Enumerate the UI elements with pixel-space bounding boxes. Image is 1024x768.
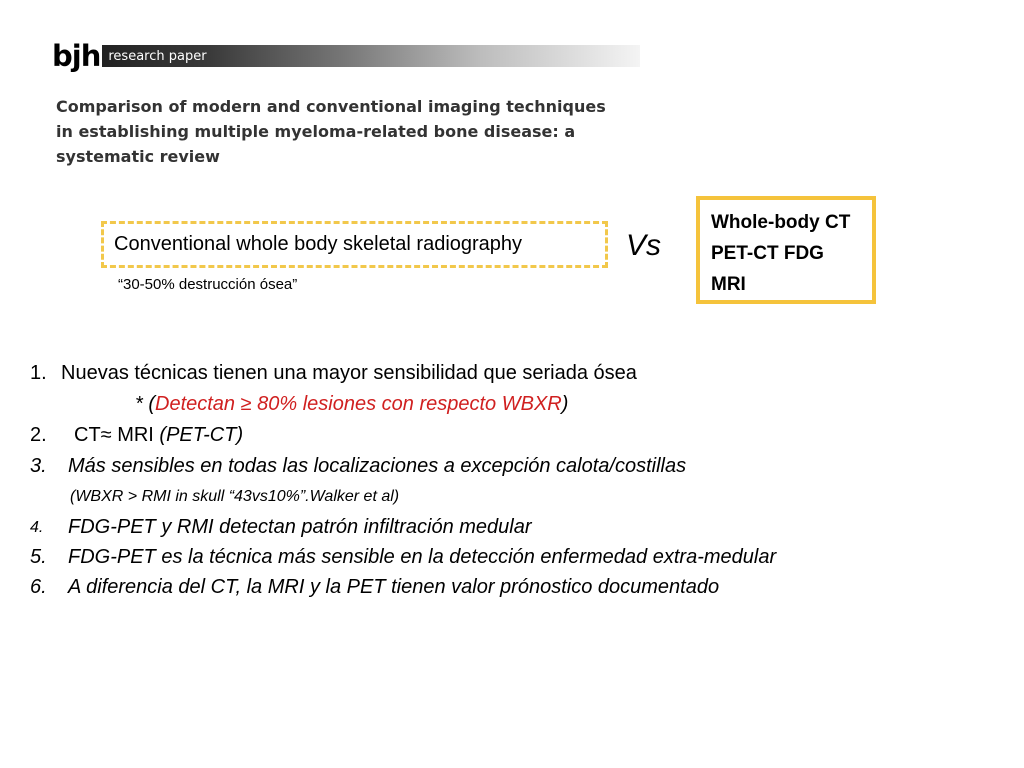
list-text: FDG-PET y RMI detectan patrón infiltración medular	[68, 516, 532, 538]
header-bar	[102, 45, 640, 67]
list-number: 6.	[30, 576, 47, 598]
modern-item: Whole-body CT	[711, 212, 851, 233]
list-text: Más sensibles en todas las localizaciones a excepción calota/costillas	[68, 455, 687, 477]
conventional-box	[101, 221, 608, 268]
modern-techniques-box	[696, 196, 876, 304]
journal-logo: bjh	[52, 39, 101, 73]
list-number: 3.	[30, 455, 47, 477]
conventional-label: Conventional whole body skeletal radiography	[114, 233, 523, 255]
list-number: 5.	[30, 546, 47, 568]
list-subitem: (WBXR > RMI in skull “43vs10%”.Walker et al)	[70, 488, 400, 505]
list-number: 4.	[30, 519, 44, 536]
modern-item: PET-CT FDG	[711, 243, 824, 264]
list-number: 2.	[30, 424, 47, 446]
list-number: 1.	[30, 362, 47, 384]
header-bar-label: research paper	[108, 48, 207, 64]
list-text: Nuevas técnicas tienen una mayor sensibilidad que seriada ósea	[61, 362, 637, 384]
destruction-note: “30-50% destrucción ósea”	[118, 276, 298, 293]
sub-highlight: Detectan ≥ 80% lesiones con respecto WBXR	[155, 393, 562, 415]
modern-item: MRI	[711, 274, 746, 295]
list-text: A diferencia del CT, la MRI y la PET tienen valor prónostico documentado	[68, 576, 720, 598]
list-text: FDG-PET es la técnica más sensible en la detección enfermedad extra-medular	[68, 546, 777, 568]
sub-suffix: )	[561, 393, 569, 415]
vs-label: Vs	[626, 229, 662, 262]
paper-title: Comparison of modern and conventional imaging techniques in establishing multiple myeloma-related bone disease: a systematic review	[56, 97, 606, 166]
journal-header	[52, 38, 640, 73]
list-subitem	[135, 393, 568, 416]
sub-prefix: * (	[135, 393, 155, 415]
list-text: CT≈ MRI (PET-CT)	[74, 424, 244, 446]
